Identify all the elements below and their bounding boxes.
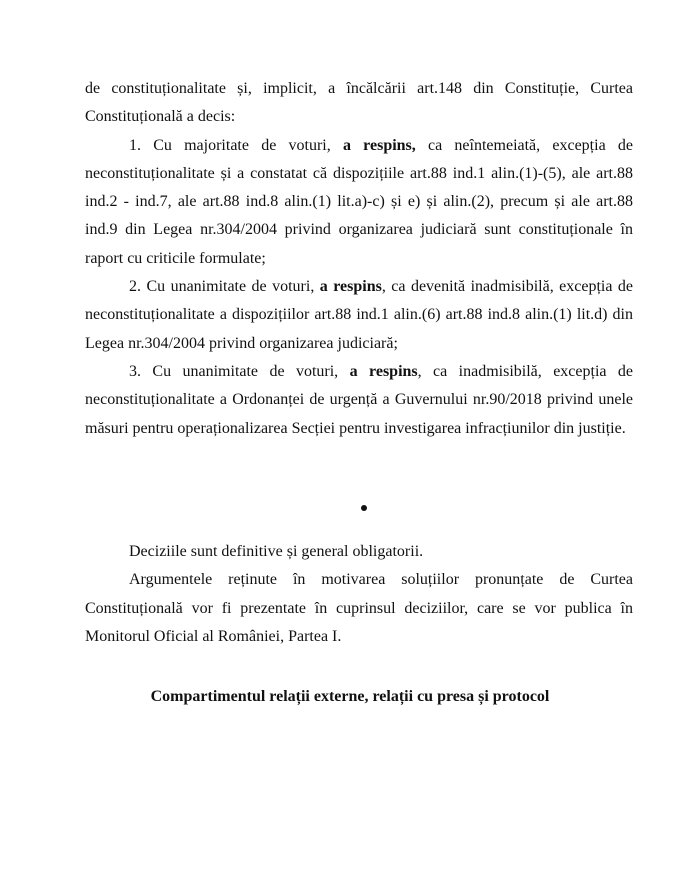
decision-item-2-rest: , ca devenită inadmisibilă, excepția de neconstituționalitate a dispozițiilor art.88 ind.1 alin.(6) art.88 ind.8 alin.(1) lit.d) din Legea nr.304/2004 privind organizarea judiciară; [85, 278, 633, 352]
decision-item-2-emphasis: a respins [319, 278, 382, 296]
decision-item-3-emphasis: a respins [349, 362, 418, 380]
decision-body [85, 75, 633, 443]
closing-paragraph-2: Argumentele reținute în motivarea soluțiilor pronunțate de Curtea Constituțională vor fi prezentate în cuprinsul deciziilor, care se vor publica în Monitorul Oficial al României, Partea I. [85, 571, 633, 645]
decision-item-1 [85, 132, 633, 273]
intro-paragraph: de constituționalitate și, implicit, a încălcării art.148 din Constituție, Curtea Constituțională a decis: [85, 80, 633, 126]
closing-paragraph-1: Deciziile sunt definitive și general obligatorii. [129, 543, 424, 560]
decision-item-3-prefix: 3. Cu unanimitate de voturi, [129, 362, 350, 380]
decision-item-2 [85, 273, 633, 358]
decision-item-1-rest: ca neîntemeiată, excepția de neconstituționalitate și a constatat că dispozițiile art.88 ind.1 alin.(1)-(5), ale art.88 ind.2 - ind.7, ale art.88 ind.8 alin.(1) lit.a)-c) și e) și alin.(2), precum și ale art.88 ind.9 din Legea nr.304/2004 privind organizarea judiciară sunt constituționale în raport cu criticile formulate; [85, 136, 633, 267]
signature-department: Compartimentul relații externe, relații cu presa și protocol [150, 688, 550, 705]
decision-item-2-prefix: 2. Cu unanimitate de voturi, [129, 278, 320, 296]
decision-item-1-prefix: 1. Cu majoritate de voturi, [129, 136, 343, 154]
decision-item-3-rest: , ca inadmisibilă, excepția de neconstituționalitate a Ordonanței de urgență a Guvernului nr.90/2018 privind unele măsuri pentru operaționalizarea Secției pentru investigarea infracțiunilor din justiție. [85, 362, 634, 437]
section-separator-bullet [361, 505, 367, 511]
closing-body [85, 538, 633, 651]
decision-item-3 [85, 358, 633, 443]
decision-item-1-emphasis: a respins, [342, 136, 416, 154]
